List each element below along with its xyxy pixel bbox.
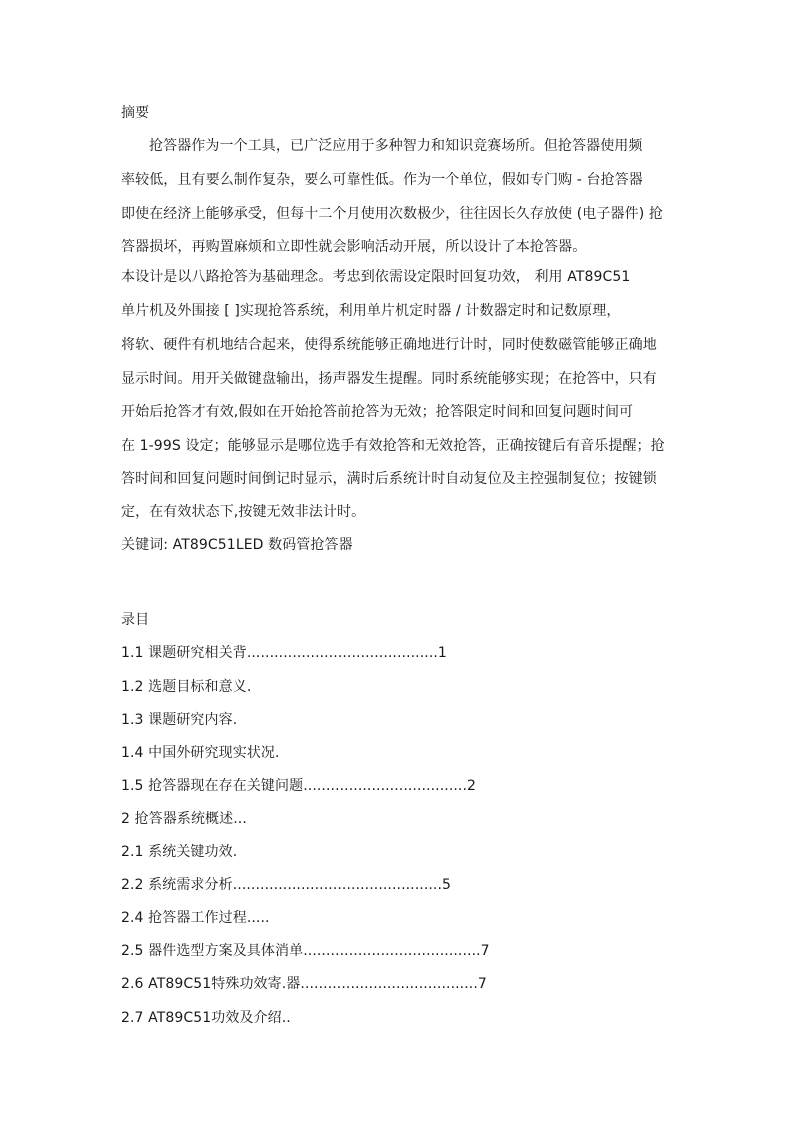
keywords-line: 关键词: AT89C51LED 数码管抢答器 xyxy=(121,537,353,553)
abstract-paragraph2-line: 单片机及外围接 [ ]实现抢答系统，利用单片机定时器 / 计数器定时和记数原理， xyxy=(121,303,621,319)
toc-item: 1.5 抢答器现在存在关键问题....................................2 xyxy=(121,778,477,794)
abstract-paragraph2-line: 在 1-99S 设定；能够显示是哪位选手有效抢答和无效抢答，正确按键后有音乐提醒；抢 xyxy=(121,438,665,454)
abstract-paragraph1-line: 答器损坏，再购置麻烦和立即性就会影响活动开展，所以设计了本抢答器。 xyxy=(121,239,587,255)
abstract-heading: 摘要 xyxy=(121,105,150,121)
abstract-paragraph1-line: 率较低，且有要么制作复杂，要么可靠性低。作为一个单位，假如专门购 - 台抢答器 xyxy=(121,172,643,188)
toc-item: 2.1 系统关键功效. xyxy=(121,844,238,860)
toc-item: 1.4 中国外研究现实状况. xyxy=(121,745,280,761)
toc-item: 2.4 抢答器工作过程..... xyxy=(121,910,270,926)
abstract-paragraph2-line: 定，在有效状态下,按键无效非法计时。 xyxy=(121,504,366,520)
abstract-paragraph1-line: 即使在经济上能够承受，但每十二个月使用次数极少，往往因长久存放使 (电子器件) 抢 xyxy=(121,206,663,222)
abstract-paragraph2-line: 开始后抢答才有效,假如在开始抢答前抢答为无效；抢答限定时间和回复问题时间可 xyxy=(121,404,634,420)
abstract-paragraph2-line: 显示时间。用开关做键盘输出，扬声器发生提醒。同时系统能够实现；在抢答中，只有 xyxy=(121,371,657,387)
abstract-paragraph1-line: 抢答器作为一个工具，已广泛应用于多种智力和知识竞赛场所。但抢答器使用频 xyxy=(149,138,643,154)
toc-heading: 录目 xyxy=(121,612,150,628)
abstract-paragraph2-line: 本设计是以八路抢答为基础理念。考忠到依需设定限时回复功效， 利用 AT89C51 xyxy=(121,269,631,285)
toc-item: 2.5 器件选型方案及具体消单.......................................7 xyxy=(121,943,490,959)
toc-item: 2.7 AT89C51功效及介绍.. xyxy=(121,1010,291,1026)
abstract-paragraph2-line: 答时间和回复问题时间倒记时显示，满时后系统计时自动复位及主控强制复位；按键锁 xyxy=(121,471,657,487)
toc-item: 2.6 AT89C51特殊功效寄.器.......................................7 xyxy=(121,976,487,992)
toc-item: 1.2 选题目标和意义. xyxy=(121,679,252,695)
toc-item: 1.1 课题研究相关背..........................................1 xyxy=(121,645,447,661)
toc-item: 2.2 系统需求分析..............................................5 xyxy=(121,877,452,893)
toc-item: 1.3 课题研究内容. xyxy=(121,712,238,728)
toc-item: 2 抢答器系统概述... xyxy=(121,811,247,827)
abstract-paragraph2-line: 将软、硬件有机地结合起来，使得系统能够正确地进行计时，同时使数磁管能够正确地 xyxy=(121,337,657,353)
